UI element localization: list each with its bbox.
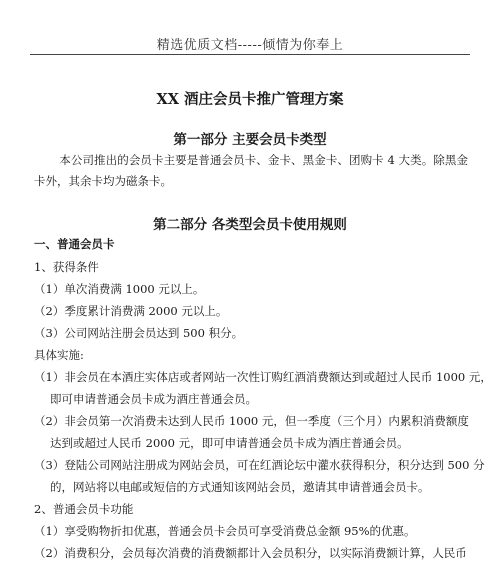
part1-heading: 第一部分 主要会员卡类型 [173,132,327,148]
implementation-label: 具体实施: [34,348,84,362]
item-title-conditions: 1、获得条件 [34,260,99,274]
condition-item: （2）季度累计消费满 2000 元以上。 [34,304,228,318]
implementation-item-line: （1）非会员在本酒庄实体店或者网站一次性订购红酒消费额达到或超过人民币 1000 元， [34,370,492,384]
implementation-item-line: 的，网站将以电邮或短信的方式通知该网站会员，邀请其申请普通会员卡。 [50,480,430,494]
implementation-item-line: 即可申请普通会员卡成为酒庄普通会员。 [50,392,257,406]
implementation-item-line: （2）非会员第一次消费未达到人民币 1000 元，但一季度（三个月）内累积消费额度 [34,414,469,428]
condition-item: （3）公司网站注册会员达到 500 积分。 [34,326,244,340]
part2-heading: 第二部分 各类型会员卡使用规则 [153,217,347,233]
implementation-item-line: 达到或超过人民币 2000 元，即可申请普通会员卡成为酒庄普通会员。 [50,436,409,450]
condition-item: （1）单次消费满 1000 元以上。 [34,282,205,296]
implementation-item-line: （3）登陆公司网站注册成为网站会员，可在红酒论坛中灌水获得积分，积分达到 500 分 [34,458,485,472]
function-item-line: （2）消费积分，会员每次消费的消费额都计入会员积分，以实际消费额计算，人民币 [34,546,467,560]
page-header: 精选优质文档-----倾情为你奉上 [156,38,344,53]
function-item-line: （1）享受购物折扣优惠，普通会员卡会员可享受消费总金额 95%的优惠。 [34,524,416,538]
document-title: XX 酒庄会员卡推广管理方案 [156,91,344,108]
section-title-regular-card: 一、普通会员卡 [34,237,115,251]
header-divider [30,54,470,55]
part1-paragraph: 本公司推出的会员卡主要是普通会员卡、金卡、黑金卡、团购卡 4 大类。除黑金卡外，其余卡均为磁条卡。 [34,153,468,188]
item-title-functions: 2、普通会员卡功能 [34,502,134,516]
